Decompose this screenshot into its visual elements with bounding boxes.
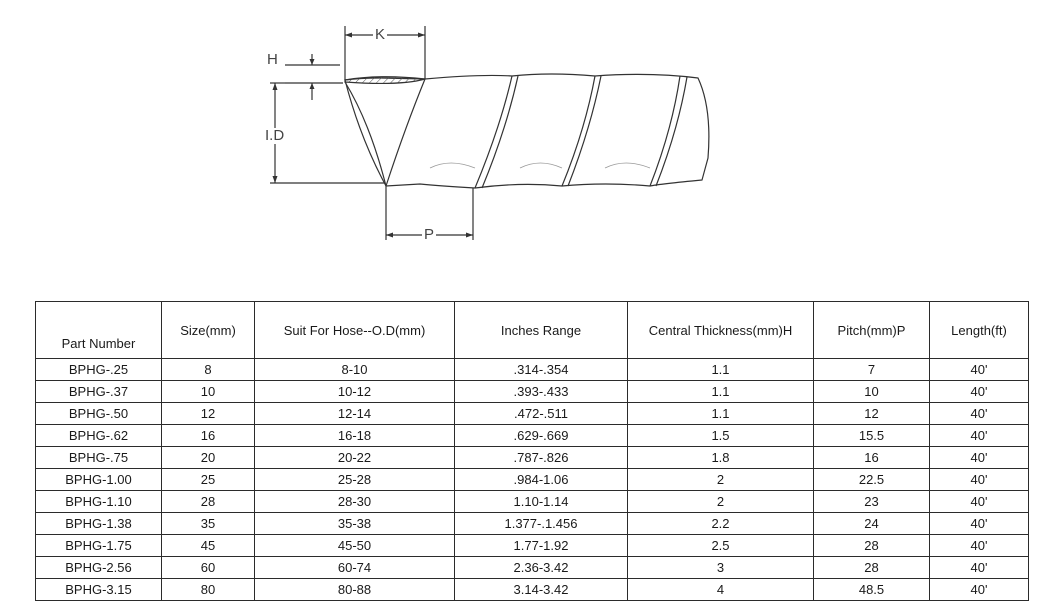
cell-length: 40' <box>930 359 1029 381</box>
table-header-row <box>36 302 1029 359</box>
cell-size: 35 <box>162 513 255 535</box>
table-row <box>36 447 1029 469</box>
cell-inches-range: .629-.669 <box>455 425 628 447</box>
spiral-tube <box>345 74 709 188</box>
cell-inches-range: .984-1.06 <box>455 469 628 491</box>
cell-length: 40' <box>930 535 1029 557</box>
cell-hose-od: 8-10 <box>255 359 455 381</box>
cell-length: 40' <box>930 469 1029 491</box>
cell-thickness: 2.2 <box>628 513 814 535</box>
spiral-wrap-diagram <box>250 18 730 248</box>
cell-hose-od: 80-88 <box>255 579 455 601</box>
cell-hose-od: 10-12 <box>255 381 455 403</box>
header-inches-range: Inches Range <box>455 302 628 359</box>
cell-pitch: 28 <box>814 535 930 557</box>
cell-part-number: BPHG-1.00 <box>36 469 162 491</box>
table-row <box>36 469 1029 491</box>
table-row <box>36 535 1029 557</box>
cell-part-number: BPHG-.62 <box>36 425 162 447</box>
header-part-number: Part Number <box>36 302 162 359</box>
cell-pitch: 24 <box>814 513 930 535</box>
cell-size: 16 <box>162 425 255 447</box>
id-label: I.D <box>265 127 285 144</box>
cell-length: 40' <box>930 381 1029 403</box>
cell-part-number: BPHG-1.75 <box>36 535 162 557</box>
spec-table <box>35 301 1029 601</box>
cell-part-number: BPHG-.50 <box>36 403 162 425</box>
cell-thickness: 1.1 <box>628 403 814 425</box>
cell-pitch: 10 <box>814 381 930 403</box>
cell-inches-range: 1.10-1.14 <box>455 491 628 513</box>
table-row <box>36 359 1029 381</box>
cell-pitch: 7 <box>814 359 930 381</box>
cell-inches-range: 2.36-3.42 <box>455 557 628 579</box>
cell-pitch: 28 <box>814 557 930 579</box>
cell-part-number: BPHG-.25 <box>36 359 162 381</box>
cell-length: 40' <box>930 557 1029 579</box>
cell-inches-range: 3.14-3.42 <box>455 579 628 601</box>
cell-thickness: 4 <box>628 579 814 601</box>
cell-thickness: 1.1 <box>628 381 814 403</box>
cell-length: 40' <box>930 491 1029 513</box>
cell-size: 80 <box>162 579 255 601</box>
header-suit-for-hose: Suit For Hose--O.D(mm) <box>255 302 455 359</box>
header-size: Size(mm) <box>162 302 255 359</box>
table-row <box>36 425 1029 447</box>
cell-hose-od: 25-28 <box>255 469 455 491</box>
cell-size: 10 <box>162 381 255 403</box>
spiral-wrap-drawing <box>250 18 730 248</box>
cell-hose-od: 20-22 <box>255 447 455 469</box>
cell-length: 40' <box>930 513 1029 535</box>
cell-thickness: 3 <box>628 557 814 579</box>
cell-size: 8 <box>162 359 255 381</box>
cell-size: 20 <box>162 447 255 469</box>
cell-thickness: 2.5 <box>628 535 814 557</box>
cell-inches-range: .472-.511 <box>455 403 628 425</box>
cell-part-number: BPHG-.37 <box>36 381 162 403</box>
cell-thickness: 2 <box>628 491 814 513</box>
cell-length: 40' <box>930 425 1029 447</box>
cell-size: 28 <box>162 491 255 513</box>
cell-hose-od: 45-50 <box>255 535 455 557</box>
cell-part-number: BPHG-1.38 <box>36 513 162 535</box>
cell-pitch: 12 <box>814 403 930 425</box>
cell-size: 12 <box>162 403 255 425</box>
cell-pitch: 16 <box>814 447 930 469</box>
cell-part-number: BPHG-.75 <box>36 447 162 469</box>
table-row <box>36 381 1029 403</box>
header-length: Length(ft) <box>930 302 1029 359</box>
cell-hose-od: 35-38 <box>255 513 455 535</box>
cell-hose-od: 28-30 <box>255 491 455 513</box>
k-label: K <box>375 26 386 43</box>
cell-inches-range: .787-.826 <box>455 447 628 469</box>
cell-thickness: 1.1 <box>628 359 814 381</box>
cell-inches-range: 1.377-.1.456 <box>455 513 628 535</box>
cell-thickness: 2 <box>628 469 814 491</box>
header-central-thickness: Central Thickness(mm)H <box>628 302 814 359</box>
cell-thickness: 1.5 <box>628 425 814 447</box>
cell-length: 40' <box>930 447 1029 469</box>
cell-length: 40' <box>930 579 1029 601</box>
p-label: P <box>424 226 435 243</box>
cell-hose-od: 60-74 <box>255 557 455 579</box>
cell-part-number: BPHG-1.10 <box>36 491 162 513</box>
cell-pitch: 23 <box>814 491 930 513</box>
cell-size: 25 <box>162 469 255 491</box>
table-row <box>36 557 1029 579</box>
table-row <box>36 513 1029 535</box>
table-row <box>36 491 1029 513</box>
header-pitch: Pitch(mm)P <box>814 302 930 359</box>
cell-hose-od: 12-14 <box>255 403 455 425</box>
cell-length: 40' <box>930 403 1029 425</box>
cell-pitch: 48.5 <box>814 579 930 601</box>
table-row <box>36 579 1029 601</box>
cell-inches-range: 1.77-1.92 <box>455 535 628 557</box>
cell-inches-range: .393-.433 <box>455 381 628 403</box>
cell-pitch: 22.5 <box>814 469 930 491</box>
h-label: H <box>267 51 278 68</box>
cell-inches-range: .314-.354 <box>455 359 628 381</box>
cell-pitch: 15.5 <box>814 425 930 447</box>
cell-hose-od: 16-18 <box>255 425 455 447</box>
table-row <box>36 403 1029 425</box>
cell-part-number: BPHG-3.15 <box>36 579 162 601</box>
cell-size: 60 <box>162 557 255 579</box>
cell-part-number: BPHG-2.56 <box>36 557 162 579</box>
cell-size: 45 <box>162 535 255 557</box>
cell-thickness: 1.8 <box>628 447 814 469</box>
